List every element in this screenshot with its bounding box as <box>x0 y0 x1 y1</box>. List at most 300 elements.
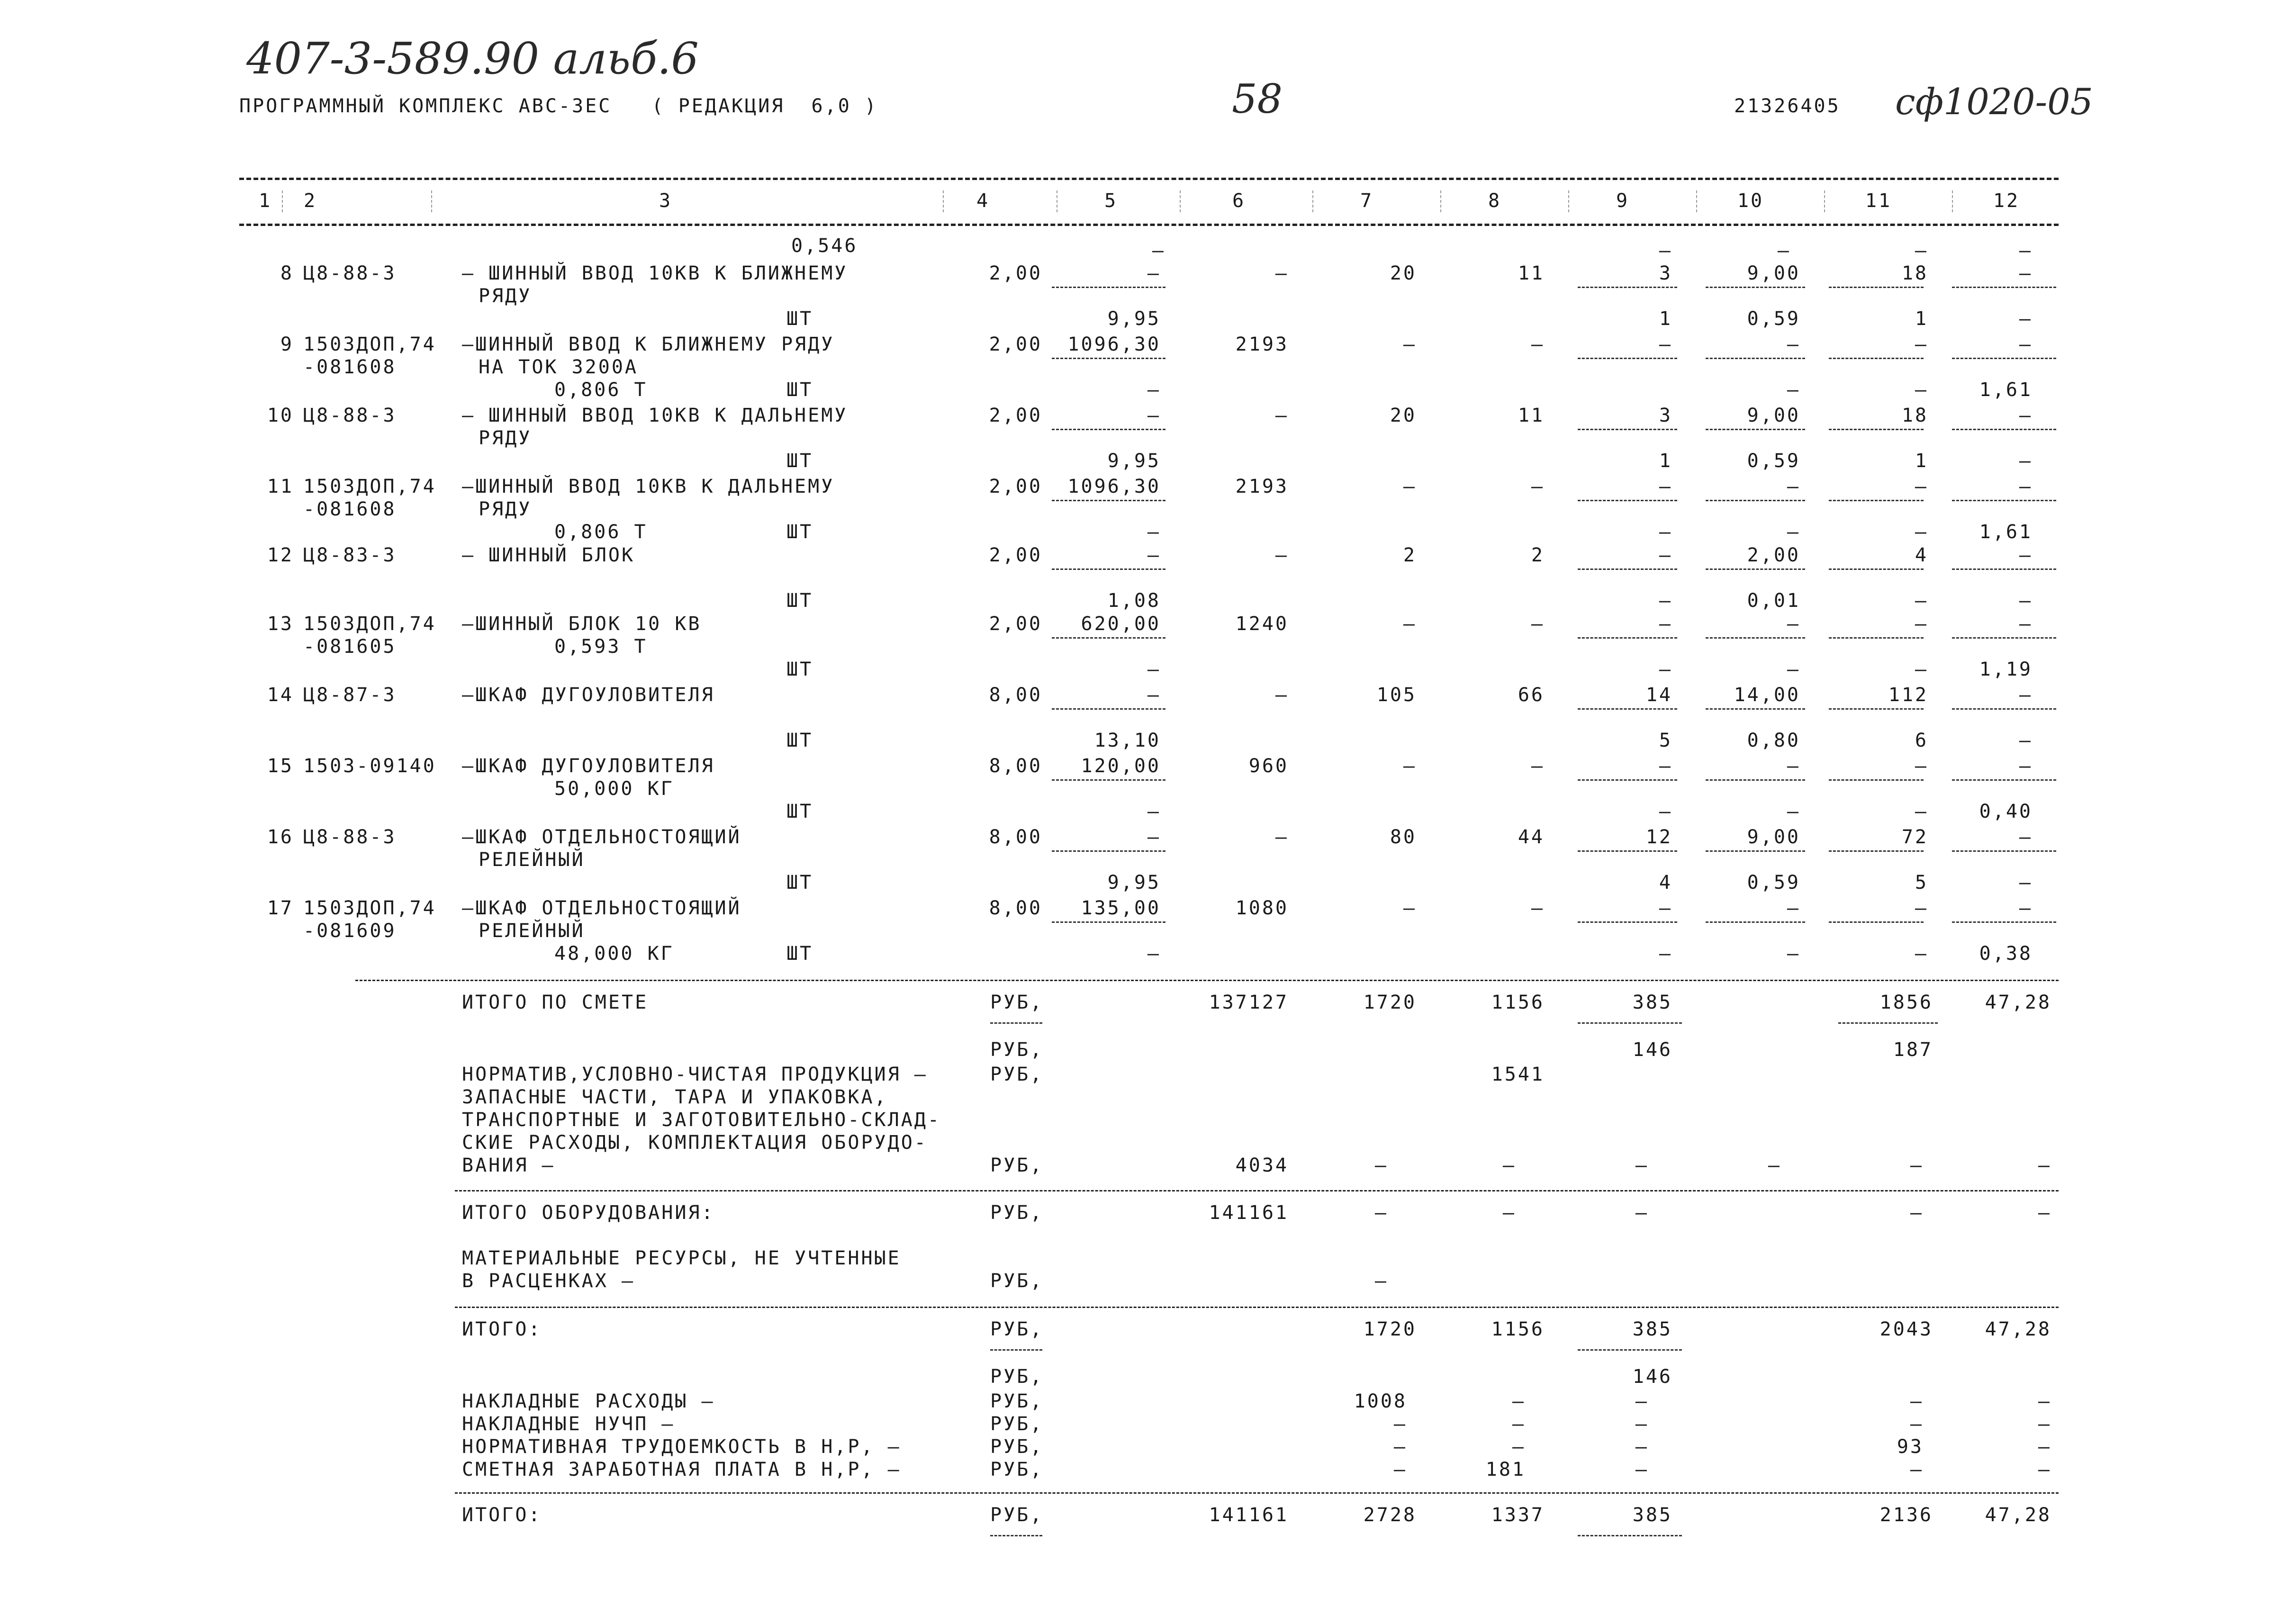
row-col12-low: 1,61 <box>1979 521 2033 543</box>
itogo2-col11: 2136 <box>1879 1504 1933 1526</box>
row-col12: – <box>2019 826 2033 848</box>
row-underline <box>1829 568 1924 570</box>
row-col10: – <box>1787 897 1800 919</box>
row-number: 17 <box>267 897 294 919</box>
total-smeta-col11b: 187 <box>1893 1039 1933 1061</box>
row-code: Ц8-87-3 <box>303 684 397 706</box>
row-col6: – <box>1275 826 1289 848</box>
row-col6: 2193 <box>1235 334 1289 355</box>
itogo2-underline-unit <box>990 1535 1042 1536</box>
row-col7: – <box>1403 613 1417 635</box>
total-smeta-unit: РУБ, <box>990 992 1044 1013</box>
row-col12: – <box>2019 544 2033 566</box>
row-qty: 2,00 <box>989 544 1042 566</box>
column-header-3: 3 <box>659 190 673 212</box>
row-name: –ШИННЫЙ ВВОД 10КВ К ДАЛЬНЕМУ <box>462 476 835 497</box>
row-col11: 112 <box>1888 684 1928 706</box>
row-code-cont: -081608 <box>303 356 397 378</box>
column-header-4: 4 <box>976 190 990 212</box>
overhead-col7: – <box>1393 1413 1407 1435</box>
row-col11-low: – <box>1915 943 1928 965</box>
row-underline <box>1578 708 1677 710</box>
row-unit: ШТ <box>786 450 813 472</box>
row-underline <box>1829 850 1924 852</box>
total-smeta-col12: 47,28 <box>1985 992 2051 1013</box>
row-col12: – <box>2019 613 2033 635</box>
row-col5-low: 13,10 <box>1094 730 1161 751</box>
row-code: 1503ДОП,74 <box>303 476 436 497</box>
equipment-total-col8: – <box>1502 1202 1516 1224</box>
column-header-12: 12 <box>1993 190 2020 212</box>
row-col10-low: 0,59 <box>1747 308 1800 330</box>
row-underline <box>1952 287 2056 288</box>
overhead-label: НАКЛАДНЫЕ НУЧП – <box>462 1413 675 1435</box>
row-name: –ШКАФ ДУГОУЛОВИТЕЛЯ <box>462 755 715 777</box>
row-number: 11 <box>267 476 294 497</box>
row-col10: – <box>1787 613 1800 635</box>
row-underline <box>1706 500 1805 501</box>
document-code: 21326405 <box>1734 95 1841 117</box>
row-underline <box>1706 637 1805 639</box>
normativ-line-2: ЗАПАСНЫЕ ЧАСТИ, ТАРА И УПАКОВКА, <box>462 1086 888 1108</box>
row-col6: 960 <box>1248 755 1289 777</box>
row-underline <box>1829 287 1924 288</box>
column-header-10: 10 <box>1737 190 1764 212</box>
row-unit: ШТ <box>786 801 813 822</box>
materials-unit: РУБ, <box>990 1270 1044 1292</box>
row-col11: 4 <box>1915 544 1928 566</box>
column-header-2: 2 <box>303 190 317 212</box>
row-underline <box>1578 637 1677 639</box>
overhead-col9: – <box>1635 1390 1649 1412</box>
row-col5-low: – <box>1147 659 1161 680</box>
row-underline <box>1952 708 2056 710</box>
row-name-cont: НА ТОК 3200А <box>479 356 638 378</box>
row-col9-low: – <box>1659 801 1672 822</box>
row-unit: ШТ <box>786 659 813 680</box>
row-col9-top: – <box>1659 240 1672 262</box>
row-number: 9 <box>280 334 294 355</box>
column-header-8: 8 <box>1488 190 1502 212</box>
overhead-unit: РУБ, <box>990 1436 1044 1458</box>
itogo1-col12: 47,28 <box>1985 1318 2051 1340</box>
row-col5-low: 9,95 <box>1107 308 1161 330</box>
row-name: –ШИННЫЙ БЛОК 10 КВ <box>462 613 702 635</box>
row-mass: 0,593 Т <box>554 636 648 658</box>
items-end-rule <box>355 980 2059 981</box>
row-col5: – <box>1147 826 1161 848</box>
row-col11-low: 5 <box>1915 872 1928 893</box>
row-underline <box>1578 568 1677 570</box>
row-unit: ШТ <box>786 730 813 751</box>
equipment-total-label: ИТОГО ОБОРУДОВАНИЯ: <box>462 1202 715 1224</box>
column-separator <box>1180 190 1181 212</box>
row-mass: 48,000 КГ <box>554 943 674 965</box>
row-underline <box>1578 850 1677 852</box>
row-col11-low: – <box>1915 379 1928 401</box>
row-col7: 2 <box>1403 544 1417 566</box>
row-col5: 620,00 <box>1081 613 1161 635</box>
row-col7: 20 <box>1390 262 1417 284</box>
row-col8: 11 <box>1518 262 1545 284</box>
row-underline <box>1052 850 1166 852</box>
row-underline <box>1952 850 2056 852</box>
row-underline <box>1706 921 1805 923</box>
itogo1-col9b: 146 <box>1632 1366 1672 1388</box>
row-underline <box>1829 708 1924 710</box>
row-col10: 9,00 <box>1747 826 1800 848</box>
normativ-line-3: ТРАНСПОРТНЫЕ И ЗАГОТОВИТЕЛЬНО-СКЛАД- <box>462 1109 941 1131</box>
column-separator <box>431 190 432 212</box>
row-col12-low: – <box>2019 730 2033 751</box>
overhead-col8: 181 <box>1485 1459 1526 1480</box>
row-col8: – <box>1531 334 1545 355</box>
row-code: 1503ДОП,74 <box>303 613 436 635</box>
row-col5-low: – <box>1147 943 1161 965</box>
row-col10: – <box>1787 755 1800 777</box>
row-underline <box>1578 287 1677 288</box>
row-underline <box>1952 358 2056 359</box>
row-col9: – <box>1659 334 1672 355</box>
row-col10-low: – <box>1787 943 1800 965</box>
column-separator <box>943 190 944 212</box>
normativ-col8: 1541 <box>1491 1064 1545 1085</box>
row-col5: 1096,30 <box>1067 476 1161 497</box>
total-smeta-underline-col9 <box>1578 1022 1682 1024</box>
row-col6: 2193 <box>1235 476 1289 497</box>
total-smeta-col11: 1856 <box>1879 992 1933 1013</box>
row-col11: 72 <box>1901 826 1928 848</box>
row-name-cont: РЕЛЕЙНЫЙ <box>479 920 585 942</box>
row-code: 1503ДОП,74 <box>303 897 436 919</box>
row-underline <box>1578 779 1677 781</box>
row-col10: – <box>1787 334 1800 355</box>
row-col6: 1240 <box>1235 613 1289 635</box>
row-underline <box>1052 921 1166 923</box>
row-number: 14 <box>267 684 294 706</box>
row-underline <box>1829 500 1924 501</box>
row-col9: 3 <box>1659 262 1672 284</box>
itogo2-col6: 141161 <box>1209 1504 1289 1526</box>
itogo1-col8: 1156 <box>1491 1318 1545 1340</box>
row-underline <box>1052 429 1166 430</box>
overhead-col12: – <box>2038 1436 2051 1458</box>
row-underline <box>1578 921 1677 923</box>
overhead-unit: РУБ, <box>990 1413 1044 1435</box>
row-col9-low: – <box>1659 659 1672 680</box>
row-code: Ц8-83-3 <box>303 544 397 566</box>
row-col5: – <box>1147 262 1161 284</box>
row-col5-top: – <box>1152 240 1166 262</box>
column-header-6: 6 <box>1232 190 1246 212</box>
row-col10-low: 0,80 <box>1747 730 1800 751</box>
row-col7: – <box>1403 476 1417 497</box>
row-underline <box>1706 287 1805 288</box>
row-col10: 14,00 <box>1734 684 1800 706</box>
overhead-col11: 93 <box>1897 1436 1924 1458</box>
overhead-col7: – <box>1393 1436 1407 1458</box>
row-col8: 11 <box>1518 405 1545 426</box>
itogo1-col9: 385 <box>1632 1318 1672 1340</box>
itogo1-unit2: РУБ, <box>990 1366 1044 1388</box>
overhead-col8: – <box>1512 1390 1526 1412</box>
row-col9: – <box>1659 755 1672 777</box>
column-separator <box>1568 190 1569 212</box>
row-col6: – <box>1275 405 1289 426</box>
itogo1-unit: РУБ, <box>990 1318 1044 1340</box>
overhead-label: НАКЛАДНЫЕ РАСХОДЫ – <box>462 1390 715 1412</box>
row-col8: – <box>1531 476 1545 497</box>
row-col12: – <box>2019 897 2033 919</box>
overhead-label: СМЕТНАЯ ЗАРАБОТНАЯ ПЛАТА В Н,Р, – <box>462 1459 901 1480</box>
row-underline <box>1706 429 1805 430</box>
handwritten-doc-code: 407-3-589.90 альб.6 <box>246 33 699 84</box>
normativ-unit2: РУБ, <box>990 1155 1044 1176</box>
normativ-line-1: НОРМАТИВ,УСЛОВНО-ЧИСТАЯ ПРОДУКЦИЯ – <box>462 1064 928 1085</box>
column-separator <box>1440 190 1441 212</box>
row-col7: – <box>1403 755 1417 777</box>
row-underline <box>1052 708 1166 710</box>
row-col7: 20 <box>1390 405 1417 426</box>
normativ-col11: – <box>1910 1155 1924 1176</box>
row-col10-low: 0,59 <box>1747 872 1800 893</box>
row-col5-low: – <box>1147 379 1161 401</box>
equipment-total-col12: – <box>2038 1202 2051 1224</box>
itogo1-col11: 2043 <box>1879 1318 1933 1340</box>
row-col5-low: – <box>1147 801 1161 822</box>
materials-end-rule <box>455 1307 2059 1308</box>
total-smeta-col8: 1156 <box>1491 992 1545 1013</box>
normativ-col9: – <box>1635 1155 1649 1176</box>
normativ-col6: 4034 <box>1235 1155 1289 1176</box>
overhead-col12: – <box>2038 1390 2051 1412</box>
overhead-unit: РУБ, <box>990 1390 1044 1412</box>
row-qty: 8,00 <box>989 684 1042 706</box>
row-underline <box>1052 568 1166 570</box>
column-header-7: 7 <box>1360 190 1374 212</box>
row-name-cont: РЯДУ <box>479 427 532 449</box>
row-col5: – <box>1147 544 1161 566</box>
row-code: 1503ДОП,74 <box>303 334 436 355</box>
equipment-total-col9: – <box>1635 1202 1649 1224</box>
row-col5: – <box>1147 684 1161 706</box>
row-mass: 0,806 Т <box>554 379 648 401</box>
overhead-col11: – <box>1910 1390 1924 1412</box>
row-qty: 2,00 <box>989 613 1042 635</box>
row-col12-low: 0,40 <box>1979 801 2033 822</box>
overheads-end-rule <box>455 1492 2059 1494</box>
row-underline <box>1829 358 1924 359</box>
row-unit: ШТ <box>786 521 813 543</box>
row-col5-low: 1,08 <box>1107 590 1161 612</box>
row-col6: – <box>1275 544 1289 566</box>
row-code: Ц8-88-3 <box>303 405 397 426</box>
column-separator <box>1696 190 1697 212</box>
row-name-cont: РЯДУ <box>479 498 532 520</box>
row-qty: 8,00 <box>989 897 1042 919</box>
normativ-line-5: ВАНИЯ – <box>462 1155 555 1176</box>
row-col8: 44 <box>1518 826 1545 848</box>
row-col7: 105 <box>1376 684 1417 706</box>
row-col5: – <box>1147 405 1161 426</box>
row-col11-low: – <box>1915 521 1928 543</box>
row-col7: – <box>1403 334 1417 355</box>
row-number: 10 <box>267 405 294 426</box>
row-col10: 2,00 <box>1747 544 1800 566</box>
row-col11: – <box>1915 755 1928 777</box>
handwritten-page-number: 58 <box>1232 76 1283 122</box>
row-code-cont: -081608 <box>303 498 397 520</box>
overhead-col12: – <box>2038 1413 2051 1435</box>
equipment-total-col7: – <box>1374 1202 1388 1224</box>
row-col9: – <box>1659 897 1672 919</box>
total-smeta-underline-unit <box>990 1022 1042 1024</box>
row-name-cont: РЯДУ <box>479 285 532 307</box>
overhead-label: НОРМАТИВНАЯ ТРУДОЕМКОСТЬ В Н,Р, – <box>462 1436 901 1458</box>
row-underline <box>1952 429 2056 430</box>
overhead-col11: – <box>1910 1459 1924 1480</box>
row-underline <box>1052 500 1166 501</box>
normativ-col7: – <box>1374 1155 1388 1176</box>
row-col5-low: – <box>1147 521 1161 543</box>
row-col11: – <box>1915 897 1928 919</box>
row-col11-low: 1 <box>1915 308 1928 330</box>
row-name-cont: РЕЛЕЙНЫЙ <box>479 849 585 871</box>
itogo2-label: ИТОГО: <box>462 1504 542 1526</box>
row-underline <box>1952 921 2056 923</box>
row-col11-top: – <box>1915 240 1928 262</box>
row-number: 16 <box>267 826 294 848</box>
row-col8: 66 <box>1518 684 1545 706</box>
row-underline <box>1706 358 1805 359</box>
row-col10-top: – <box>1777 240 1791 262</box>
row-underline <box>1952 568 2056 570</box>
overhead-col7: 1008 <box>1354 1390 1407 1412</box>
row-col11-low: 6 <box>1915 730 1928 751</box>
itogo2-col7: 2728 <box>1363 1504 1417 1526</box>
equipment-total-col6: 141161 <box>1209 1202 1289 1224</box>
row-col11: – <box>1915 613 1928 635</box>
itogo1-underline-col9 <box>1578 1349 1682 1351</box>
row-underline <box>1829 779 1924 781</box>
row-col11: 18 <box>1901 405 1928 426</box>
row-col11-low: 1 <box>1915 450 1928 472</box>
row-col5-low: 9,95 <box>1107 872 1161 893</box>
row-col9: 14 <box>1645 684 1672 706</box>
row-code-cont: -081605 <box>303 636 397 658</box>
row-qty: 2,00 <box>989 334 1042 355</box>
column-header-5: 5 <box>1104 190 1118 212</box>
row-col5: 1096,30 <box>1067 334 1161 355</box>
normativ-col8b: – <box>1502 1155 1516 1176</box>
total-smeta-unit2: РУБ, <box>990 1039 1044 1061</box>
row-col6: – <box>1275 262 1289 284</box>
total-smeta-col9b: 146 <box>1632 1039 1672 1061</box>
row-col10-low: 0,59 <box>1747 450 1800 472</box>
row-underline <box>1052 637 1166 639</box>
row-col12-top: – <box>2019 240 2033 262</box>
row-col6: – <box>1275 684 1289 706</box>
row-code-cont: -081609 <box>303 920 397 942</box>
row-col12: – <box>2019 684 2033 706</box>
row-col11: – <box>1915 476 1928 497</box>
row-col8: – <box>1531 613 1545 635</box>
row-number: 15 <box>267 755 294 777</box>
column-separator <box>1824 190 1825 212</box>
row-unit: ШТ <box>786 943 813 965</box>
row-col10-low: – <box>1787 801 1800 822</box>
row-col8: – <box>1531 755 1545 777</box>
row-col10-low: – <box>1787 379 1800 401</box>
total-smeta-col7: 1720 <box>1363 992 1417 1013</box>
itogo2-unit: РУБ, <box>990 1504 1044 1526</box>
row-qty: 2,00 <box>989 476 1042 497</box>
row-underline <box>1706 779 1805 781</box>
row-underline <box>1052 779 1166 781</box>
row-col10: 9,00 <box>1747 262 1800 284</box>
itogo2-underline-col9 <box>1578 1535 1682 1536</box>
row-underline <box>1829 637 1924 639</box>
row-col12-low: – <box>2019 872 2033 893</box>
row-unit: ШТ <box>786 379 813 401</box>
row-col9: – <box>1659 613 1672 635</box>
row-col5-low: 9,95 <box>1107 450 1161 472</box>
itogo2-col12: 47,28 <box>1985 1504 2051 1526</box>
itogo2-col9: 385 <box>1632 1504 1672 1526</box>
row-underline <box>1578 358 1677 359</box>
row-underline <box>1829 921 1924 923</box>
row-underline <box>1829 429 1924 430</box>
row-col11-low: – <box>1915 801 1928 822</box>
row-col10: – <box>1787 476 1800 497</box>
row-name: – ШИННЫЙ ВВОД 10КВ К ДАЛЬНЕМУ <box>462 405 848 426</box>
row-col9-low: – <box>1659 521 1672 543</box>
row-underline <box>1052 287 1166 288</box>
total-smeta-underline-col11 <box>1838 1022 1938 1024</box>
itogo1-col7: 1720 <box>1363 1318 1417 1340</box>
row-col7: – <box>1403 897 1417 919</box>
normativ-unit1: РУБ, <box>990 1064 1044 1085</box>
normativ-col12: – <box>2038 1155 2051 1176</box>
row-col11-low: – <box>1915 659 1928 680</box>
row-col12: – <box>2019 262 2033 284</box>
itogo1-label: ИТОГО: <box>462 1318 542 1340</box>
row-pre-value: 0,546 <box>791 235 858 257</box>
row-col12-low: – <box>2019 450 2033 472</box>
row-col12-low: – <box>2019 308 2033 330</box>
row-code: Ц8-88-3 <box>303 262 397 284</box>
row-unit: ШТ <box>786 590 813 612</box>
row-qty: 8,00 <box>989 755 1042 777</box>
row-name: – ШИННЫЙ ВВОД 10КВ К БЛИЖНЕМУ <box>462 262 848 284</box>
column-header-1: 1 <box>258 190 272 212</box>
row-col7: 80 <box>1390 826 1417 848</box>
row-underline <box>1706 568 1805 570</box>
row-underline <box>1052 358 1166 359</box>
row-col12: – <box>2019 476 2033 497</box>
row-col10: 9,00 <box>1747 405 1800 426</box>
row-col8: – <box>1531 897 1545 919</box>
row-underline <box>1706 850 1805 852</box>
row-name: –ШКАФ ОТДЕЛЬНОСТОЯЩИЙ <box>462 897 741 919</box>
overhead-col12: – <box>2038 1459 2051 1480</box>
handwritten-ref-code: сф1020-05 <box>1895 81 2093 123</box>
row-col9-low: – <box>1659 943 1672 965</box>
row-name: –ШИННЫЙ ВВОД К БЛИЖНЕМУ РЯДУ <box>462 334 835 355</box>
normativ-line-4: СКИЕ РАСХОДЫ, КОМПЛЕКТАЦИЯ ОБОРУДО- <box>462 1132 928 1154</box>
overhead-col9: – <box>1635 1436 1649 1458</box>
materials-line-2: В РАСЦЕНКАХ – <box>462 1270 635 1292</box>
